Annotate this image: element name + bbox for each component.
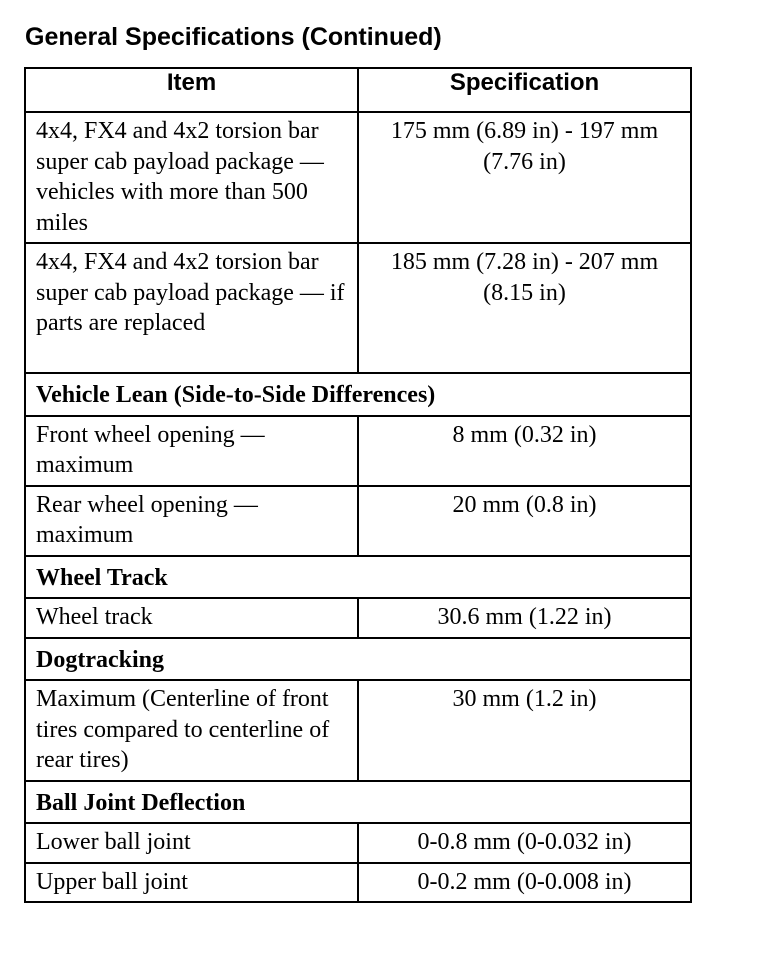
table-header-row bbox=[25, 68, 691, 112]
specification-text: 8 mm (0.32 in) bbox=[452, 421, 597, 448]
table-row bbox=[25, 243, 691, 373]
specification-text: 30 mm (1.2 in) bbox=[452, 686, 597, 712]
table-row bbox=[25, 486, 691, 556]
table-row bbox=[25, 823, 691, 863]
item-cell bbox=[25, 416, 358, 486]
specification-cell bbox=[358, 598, 691, 638]
column-header-item: Item bbox=[25, 68, 358, 112]
specification-text: 20 mm (0.8 in) bbox=[452, 491, 597, 518]
item-text: Lower ball joint bbox=[36, 829, 191, 855]
item-text: Rear wheel opening — maximum bbox=[36, 491, 258, 548]
specification-cell bbox=[358, 680, 691, 781]
specification-text: 0-0.2 mm (0-0.008 in) bbox=[417, 868, 632, 895]
item-cell bbox=[25, 863, 358, 903]
page-title: General Specifications (Continued) bbox=[25, 23, 442, 51]
specification-text: 0-0.8 mm (0-0.032 in) bbox=[417, 829, 632, 855]
section-header-cell bbox=[25, 638, 691, 681]
specification-cell bbox=[358, 486, 691, 556]
column-header-specification: Specification bbox=[358, 68, 691, 112]
item-cell bbox=[25, 112, 358, 243]
item-text: Front wheel opening — maximum bbox=[36, 421, 265, 478]
table-row bbox=[25, 598, 691, 638]
section-title: Wheel Track bbox=[36, 564, 168, 591]
item-text: 4x4, FX4 and 4x2 torsion bar super cab payload package — if parts are replaced bbox=[36, 249, 345, 336]
specification-text: 30.6 mm (1.22 in) bbox=[437, 604, 612, 630]
section-title: Vehicle Lean (Side-to-Side Differences) bbox=[36, 382, 436, 408]
table-row bbox=[25, 416, 691, 486]
section-header-cell bbox=[25, 556, 691, 599]
section-header-row bbox=[25, 556, 691, 599]
table-row bbox=[25, 863, 691, 903]
item-text: Maximum (Centerline of front tires compared to centerline of rear tires) bbox=[36, 686, 330, 773]
section-header-cell bbox=[25, 781, 691, 824]
specification-text: 175 mm (6.89 in) - 197 mm (7.76 in) bbox=[390, 118, 659, 175]
specification-cell bbox=[358, 112, 691, 243]
table-row bbox=[25, 680, 691, 781]
item-text: Upper ball joint bbox=[36, 868, 188, 895]
table-row bbox=[25, 112, 691, 243]
section-header-cell bbox=[25, 373, 691, 416]
item-cell bbox=[25, 680, 358, 781]
specification-text: 185 mm (7.28 in) - 207 mm (8.15 in) bbox=[390, 249, 659, 306]
specification-cell bbox=[358, 863, 691, 903]
section-header-row bbox=[25, 373, 691, 416]
item-cell bbox=[25, 598, 358, 638]
item-text: 4x4, FX4 and 4x2 torsion bar super cab payload package — vehicles with more than 500 miles bbox=[36, 118, 324, 236]
item-text: Wheel track bbox=[36, 604, 153, 630]
item-cell bbox=[25, 243, 358, 373]
specifications-table bbox=[24, 67, 692, 903]
specification-cell bbox=[358, 243, 691, 373]
specification-cell bbox=[358, 823, 691, 863]
item-cell bbox=[25, 823, 358, 863]
specification-cell bbox=[358, 416, 691, 486]
section-header-row bbox=[25, 781, 691, 824]
section-title: Ball Joint Deflection bbox=[36, 789, 246, 816]
item-cell bbox=[25, 486, 358, 556]
section-title: Dogtracking bbox=[36, 646, 164, 673]
section-header-row bbox=[25, 638, 691, 681]
